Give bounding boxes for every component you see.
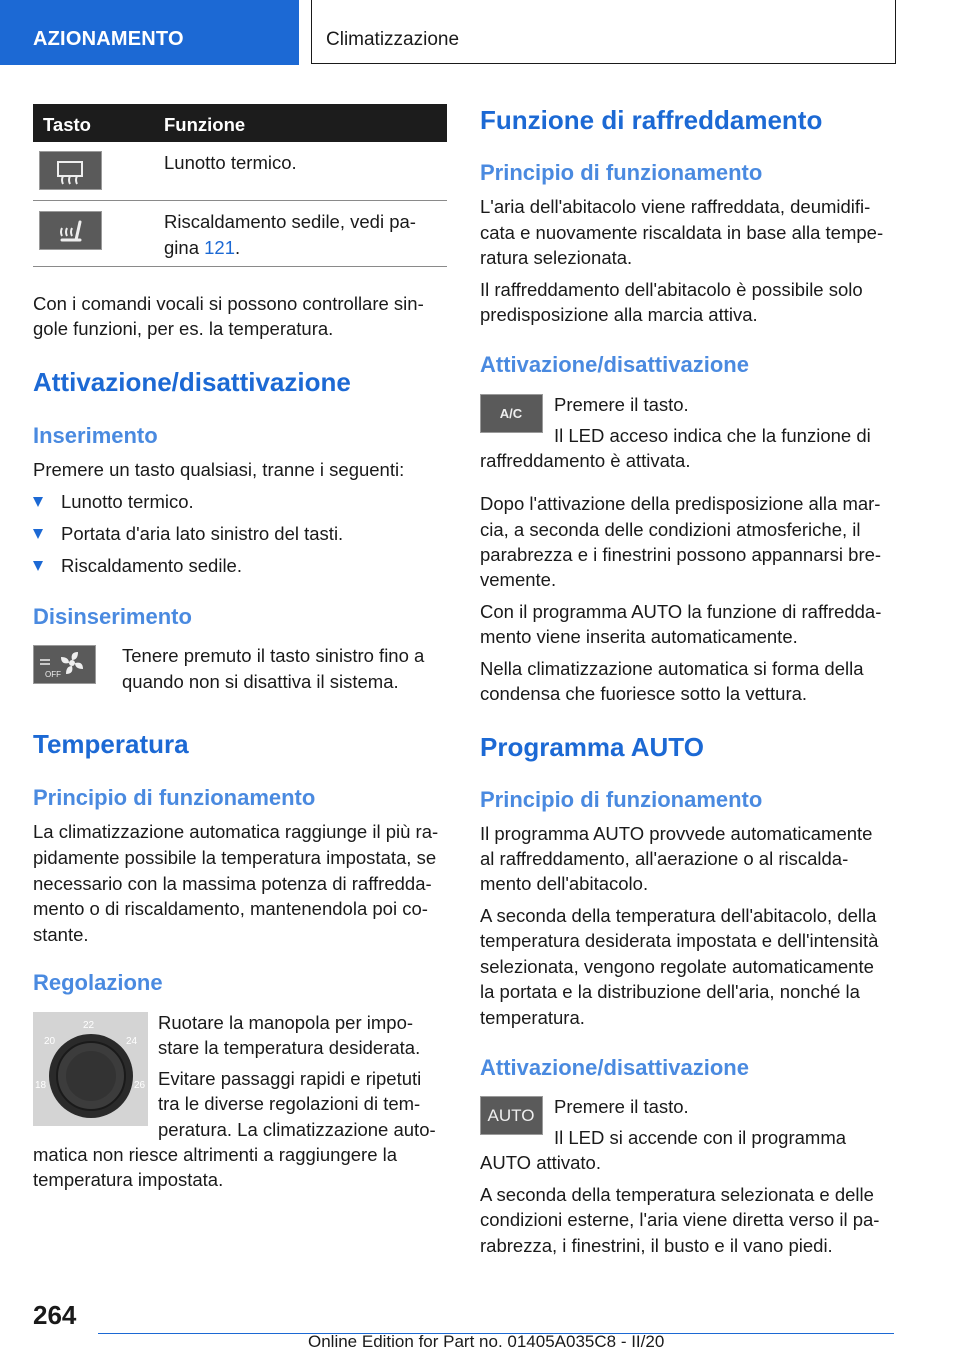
principle-text-3: necessario con la massima potenza di raffredda- [33, 873, 432, 894]
dial-label: 24 [126, 1036, 138, 1047]
table-head-function: Funzione [164, 114, 246, 135]
ac-text-3: raffreddamento è attivata. [480, 450, 691, 471]
fan-off-icon [33, 645, 96, 684]
auto-activation-text-4: A seconda della temperatura selezionata e delle [480, 1184, 874, 1205]
heading-principle: Principio di funzionamento [33, 785, 316, 810]
heading-activation: Attivazione/disattivazione [480, 1055, 749, 1080]
table-divider [33, 200, 447, 201]
table-header [33, 104, 447, 142]
adjustment-text-2: stare la temperatura desiderata. [158, 1037, 421, 1058]
program-text-6: selezionata, vengono regolate automaticamente [480, 956, 874, 977]
bullet-triangle-icon [33, 497, 43, 507]
auto-key-icon [480, 1096, 543, 1135]
cooling-text-3: ratura selezionata. [480, 247, 633, 268]
bullet-triangle-icon [33, 529, 43, 539]
adjustment-text-3: Evitare passaggi rapidi e ripetuti [158, 1068, 422, 1089]
bullet-triangle-icon [33, 561, 43, 571]
ac-key-label: A/C [499, 406, 523, 421]
seat-heating-icon [39, 211, 102, 250]
row2-text: gina [164, 237, 205, 258]
section-tab [0, 0, 299, 65]
auto-text-2: mento viene inserita automaticamente. [480, 626, 798, 647]
row2-period: . [235, 237, 241, 258]
ac-text-2: Il LED acceso indica che la funzione di [554, 425, 871, 446]
dial-label: 18 [35, 1080, 47, 1091]
temperature-dial-image [33, 1012, 148, 1126]
section-title: AZIONAMENTO [33, 28, 184, 50]
adjustment-text-6: matica non riesce altrimenti a raggiungere la [33, 1144, 398, 1165]
after-text-2: cia, a seconda delle condizioni atmosferiche, il [480, 519, 861, 540]
ac-text-1: Premere il tasto. [554, 394, 689, 415]
program-text-5: temperatura desiderata impostata e dell'intensità [480, 930, 879, 951]
page-number: 264 [33, 1300, 77, 1330]
edition-text: Online Edition for Part no. 01405A035C8 - II/20 [308, 1332, 665, 1351]
auto-activation-text-6: rabrezza, i finestrini, il busto e il vano piedi. [480, 1235, 833, 1256]
deactivation-text-1: Tenere premuto il tasto sinistro fino a [122, 645, 425, 666]
auto-activation-text-2: Il LED si accende con il programma [554, 1127, 847, 1148]
condensation-text-2: condensa che fuoriesce sotto la vettura. [480, 683, 808, 704]
rear-defrost-icon [39, 151, 102, 190]
principle-text-5: stante. [33, 924, 89, 945]
heading-deactivation: Disinserimento [33, 604, 192, 629]
program-text-4: A seconda della temperatura dell'abitacolo, della [480, 905, 877, 926]
auto-key-label: AUTO [487, 1106, 535, 1125]
program-text-7: la portata e la distribuzione dell'aria, nonché la [480, 981, 860, 1002]
page-link-121[interactable]: 121 [204, 237, 235, 258]
adjustment-text-7: temperatura impostata. [33, 1169, 224, 1190]
heading-cooling: Funzione di raffreddamento [480, 105, 823, 135]
adjustment-text-4: tra le diverse regolazioni di tem- [158, 1093, 421, 1114]
voice-text-1: Con i comandi vocali si possono controllare sin- [33, 293, 424, 314]
condensation-text-1: Nella climatizzazione automatica si forma della [480, 658, 864, 679]
list-item-text: Riscaldamento sedile. [61, 555, 242, 576]
cooling-text-1: L'aria dell'abitacolo viene raffreddata, deumidifi- [480, 196, 871, 217]
after-text-1: Dopo l'attivazione della predisposizione alla mar- [480, 493, 881, 514]
ac-key-icon [480, 394, 543, 433]
list-item-text: Portata d'aria lato sinistro del tasti. [61, 523, 344, 544]
dial-label: 20 [44, 1036, 56, 1047]
auto-activation-text-3: AUTO attivato. [480, 1152, 601, 1173]
heading-activation: Attivazione/disattivazione [33, 367, 351, 397]
cooling-text-4: Il raffreddamento dell'abitacolo è possibile solo [480, 279, 863, 300]
heading-adjustment: Regolazione [33, 970, 163, 995]
program-text-3: mento dell'abitacolo. [480, 873, 649, 894]
auto-activation-text-1: Premere il tasto. [554, 1096, 689, 1117]
after-text-3: parabrezza e i finestrini possono appannarsi bre- [480, 544, 882, 565]
dial-label: 22 [83, 1020, 95, 1031]
dial-label: 26 [134, 1080, 146, 1091]
heading-activation: Attivazione/disattivazione [480, 352, 749, 377]
heading-insertion: Inserimento [33, 423, 158, 448]
program-text-8: temperatura. [480, 1007, 585, 1028]
chapter-title: Climatizzazione [326, 29, 460, 50]
heading-principle: Principio di funzionamento [480, 160, 763, 185]
heading-temperature: Temperatura [33, 729, 189, 759]
program-text-2: al raffreddamento, all'aerazione o al riscalda- [480, 848, 849, 869]
chapter-tab [311, 0, 896, 64]
adjustment-text-1: Ruotare la manopola per impo- [158, 1012, 414, 1033]
row2-function-line1: Riscaldamento sedile, vedi pa- [164, 211, 416, 232]
table-head-key: Tasto [43, 114, 91, 135]
cooling-text-5: predisposizione alla marcia attiva. [480, 304, 758, 325]
table-divider [33, 266, 447, 267]
insertion-text: Premere un tasto qualsiasi, tranne i seguenti: [33, 459, 405, 480]
auto-activation-text-5: condizioni esterne, l'aria viene diretta verso il pa- [480, 1209, 880, 1230]
list-item-text: Lunotto termico. [61, 491, 194, 512]
row1-function: Lunotto termico. [164, 152, 297, 173]
program-text-1: Il programma AUTO provvede automaticamente [480, 823, 873, 844]
after-text-4: vemente. [480, 569, 557, 590]
adjustment-text-5: peratura. La climatizzazione auto- [158, 1119, 436, 1140]
off-label: OFF [45, 670, 61, 679]
auto-text-1: Con il programma AUTO la funzione di raffredda- [480, 601, 882, 622]
deactivation-text-2: quando non si disattiva il sistema. [122, 671, 399, 692]
voice-text-2: gole funzioni, per es. la temperatura. [33, 318, 334, 339]
cooling-text-2: cata e nuovamente riscaldata in base alla tempe- [480, 222, 884, 243]
principle-text-1: La climatizzazione automatica raggiunge il più ra- [33, 821, 439, 842]
principle-text-4: mento o di riscaldamento, mantenendola poi co- [33, 898, 428, 919]
heading-principle: Principio di funzionamento [480, 787, 763, 812]
row2-function-line2 [164, 235, 240, 261]
heading-auto-program: Programma AUTO [480, 732, 704, 762]
principle-text-2: pidamente possibile la temperatura impostata, se [33, 847, 437, 868]
